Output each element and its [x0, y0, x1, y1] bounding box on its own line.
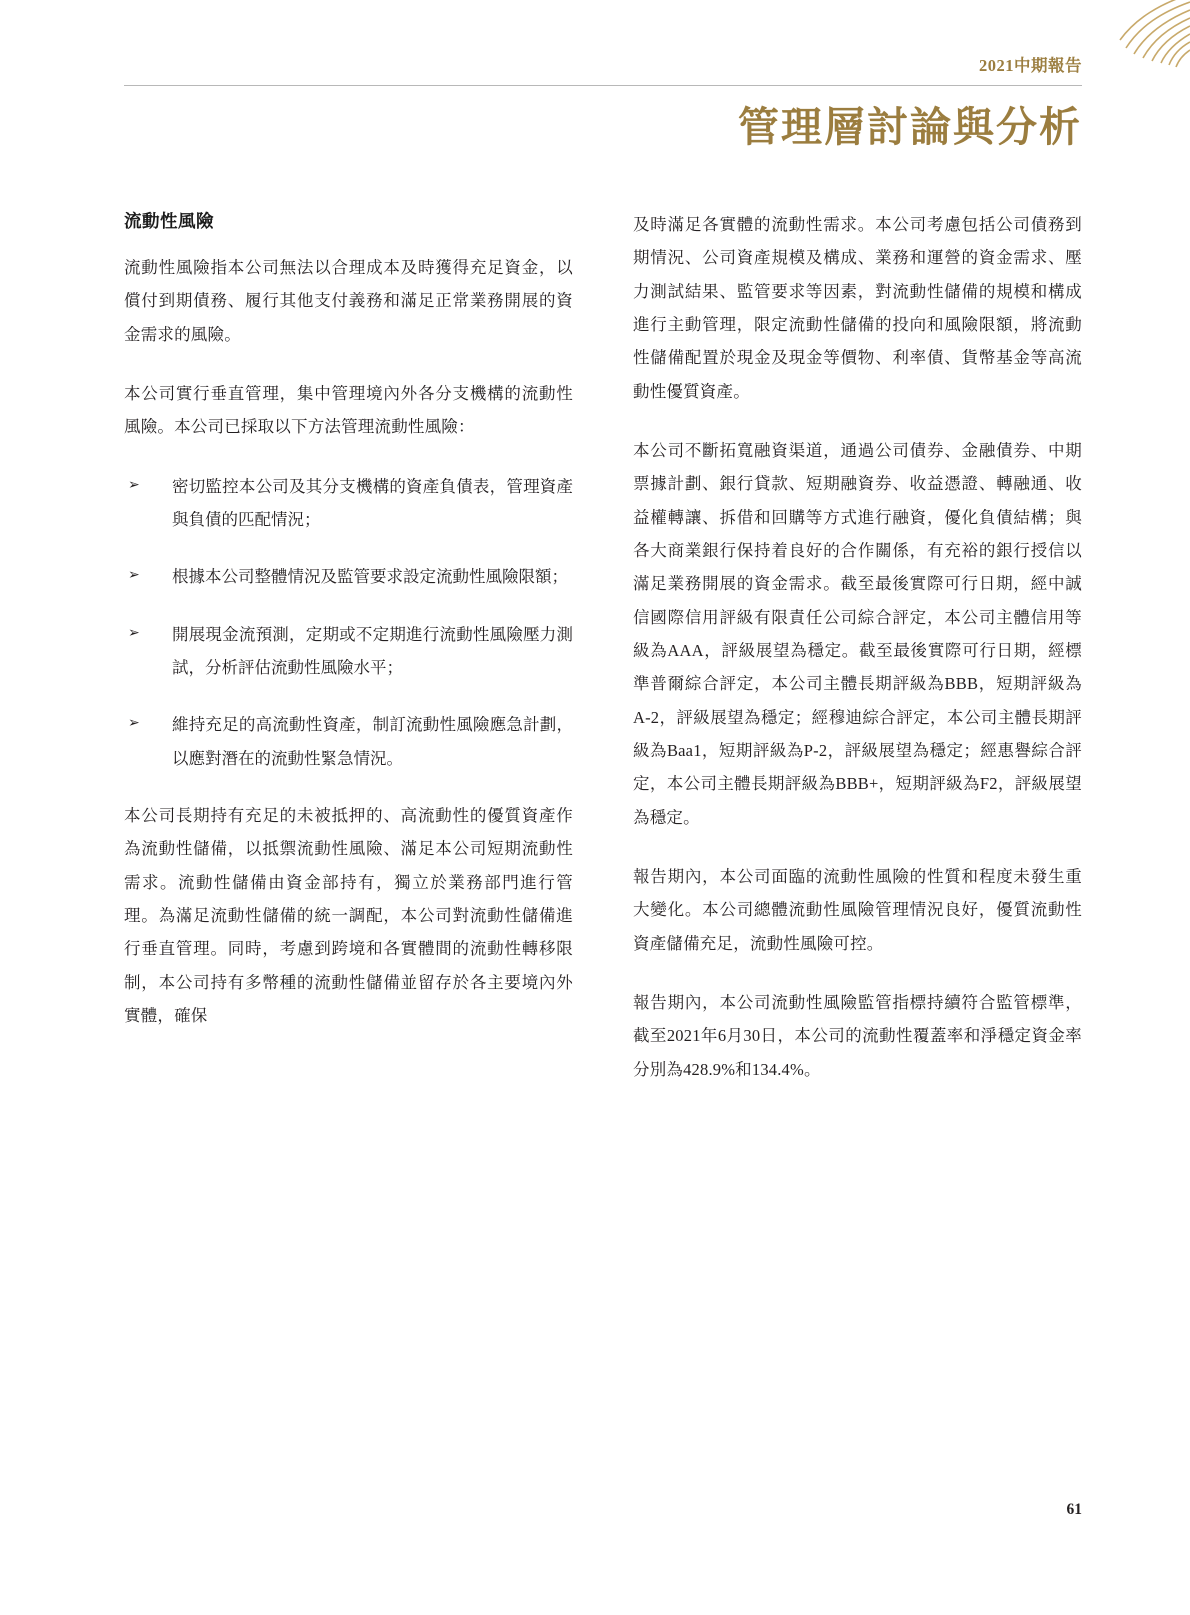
arrow-bullet-icon: ➢: [128, 716, 140, 732]
list-item-text: 根據本公司整體情況及監管要求設定流動性風險限額；: [172, 567, 568, 587]
list-item: [124, 560, 573, 593]
bullet-list: [124, 470, 573, 775]
paragraph: 本公司實行垂直管理，集中管理境內外各分支機構的流動性風險。本公司已採取以下方法管理流動性風險：: [124, 383, 573, 437]
list-item-text: 維持充足的高流動性資產，制訂流動性風險應急計劃，以應對潛在的流動性緊急情況。: [172, 715, 573, 768]
report-year-label: 2021中期報告: [979, 56, 1082, 75]
list-item-text: 密切監控本公司及其分支機構的資產負債表，管理資產與負債的匹配情況；: [172, 476, 573, 529]
paragraph: 報告期內，本公司面臨的流動性風險的性質和程度未發生重大變化。本公司總體流動性風險管理情況良好，優質流動性資產儲備充足，流動性風險可控。: [633, 866, 1082, 953]
paragraph: 報告期內，本公司流動性風險監管指標持續符合監管標準，截至2021年6月30日，本公司的流動性覆蓋率和淨穩定資金率分別為428.9%和134.4%。: [633, 992, 1082, 1079]
list-item: [124, 618, 573, 685]
left-column: [124, 208, 573, 1112]
header-divider: [124, 85, 1082, 86]
page-number: 61: [1066, 1501, 1082, 1518]
list-item: [124, 708, 573, 775]
arrow-bullet-icon: ➢: [128, 625, 140, 641]
section-heading-liquidity-risk: 流動性風險: [124, 211, 214, 231]
paragraph: 及時滿足各實體的流動性需求。本公司考慮包括公司債務到期情況、公司資產規模及構成、業務和運營的資金需求、壓力測試結果、監管要求等因素，對流動性儲備的規模和構成進行主動管理，限定流動性儲備的投向和風險限額，將流動性儲備配置於現金及現金等價物、利率債、貨幣基金等高流動性優質資產。: [633, 215, 1082, 401]
list-item: [124, 470, 573, 537]
page-title: 管理層討論與分析: [738, 104, 1082, 150]
paragraph: 本公司長期持有充足的未被抵押的、高流動性的優質資產作為流動性儲備，以抵禦流動性風險、滿足本公司短期流動性需求。流動性儲備由資金部持有，獨立於業務部門進行管理。為滿足流動性儲備的統一調配，本公司對流動性儲備進行垂直管理。同時，考慮到跨境和各實體間的流動性轉移限制，本公司持有多幣種的流動性儲備並留存於各主要境內外實體，確保: [124, 805, 573, 1025]
arrow-bullet-icon: ➢: [128, 568, 140, 584]
paragraph: 流動性風險指本公司無法以合理成本及時獲得充足資金，以償付到期債務、履行其他支付義務和滿足正常業務開展的資金需求的風險。: [124, 258, 573, 344]
paragraph: 本公司不斷拓寬融資渠道，通過公司債券、金融債券、中期票據計劃、銀行貸款、短期融資券、收益憑證、轉融通、收益權轉讓、拆借和回購等方式進行融資，優化負債結構；與各大商業銀行保持着良好的合作關係，有充裕的銀行授信以滿足業務開展的資金需求。截至最後實際可行日期，經中誠信國際信用評級有限責任公司綜合評定，本公司主體信用等級為AAA，評級展望為穩定。截至最後實際可行日期，經標準普爾綜合評定，本公司主體長期評級為BBB，短期評級為A-2，評級展望為穩定；經穆迪綜合評定，本公司主體長期評級為Baa1，短期評級為P-2，評級展望為穩定；經惠譽綜合評定，本公司主體長期評級為BBB+，短期評級為F2，評級展望為穩定。: [633, 440, 1082, 827]
arrow-bullet-icon: ➢: [128, 477, 140, 493]
list-item-text: 開展現金流預測，定期或不定期進行流動性風險壓力測試，分析評估流動性風險水平；: [172, 624, 573, 677]
right-column: [633, 208, 1082, 1112]
body-columns: [124, 208, 1082, 1112]
document-header: [124, 52, 1082, 92]
